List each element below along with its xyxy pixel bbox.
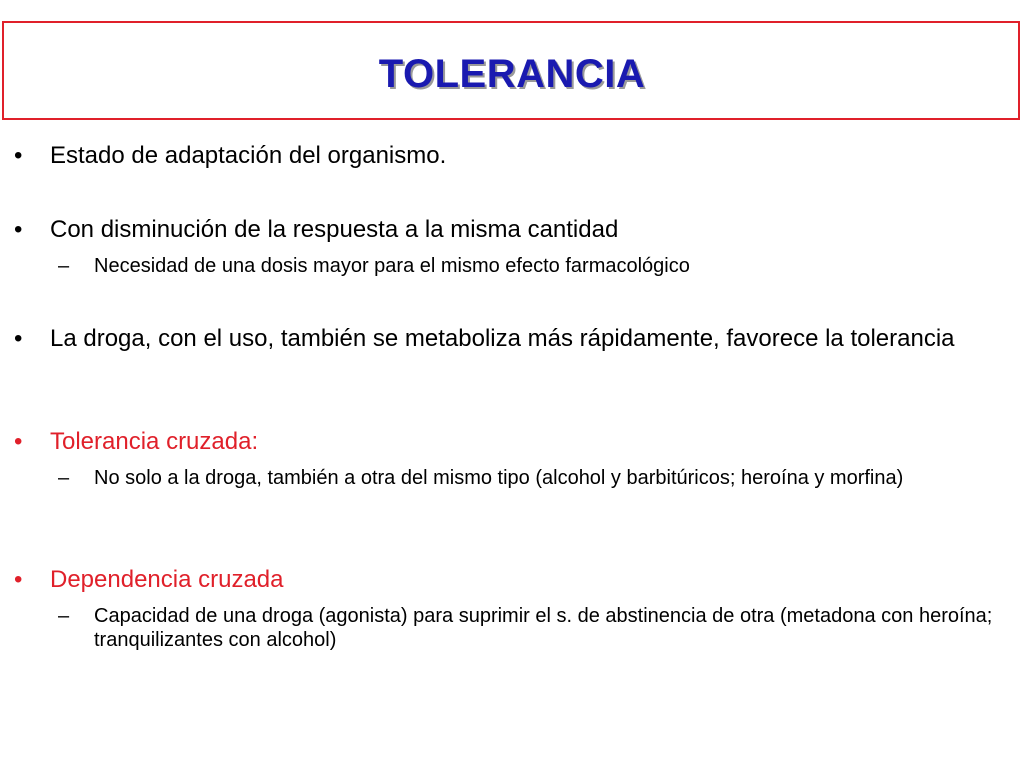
sub-bullet-text: Necesidad de una dosis mayor para el mismo efecto farmacológico — [94, 255, 690, 277]
bullet-text: Dependencia cruzada — [50, 566, 284, 593]
dash-marker: – — [58, 605, 70, 627]
bullet-text: Estado de adaptación del organismo. — [50, 142, 447, 169]
bullet-item — [14, 142, 1004, 170]
bullet-text: Con disminución de la respuesta a la misma cantidad — [50, 216, 619, 243]
bullet-text: Tolerancia cruzada: — [50, 428, 259, 455]
dash-marker: – — [58, 255, 70, 277]
sub-bullet-item — [58, 604, 1010, 652]
dash-marker: – — [58, 467, 70, 489]
bullet-item — [14, 325, 1004, 353]
bullet-marker: • — [14, 325, 23, 352]
sub-bullet-text: Capacidad de una droga (agonista) para suprimir el s. de abstinencia de otra (metadona con heroína; tranquilizantes con alcohol) — [94, 605, 993, 651]
sub-bullet-item — [58, 466, 1010, 490]
bullet-marker: • — [14, 216, 23, 243]
sub-bullet-text: No solo a la droga, también a otra del mismo tipo (alcohol y barbitúricos; heroína y morfina) — [94, 467, 904, 489]
bullet-item-highlight — [14, 428, 1004, 456]
bullet-text: La droga, con el uso, también se metaboliza más rápidamente, favorece la tolerancia — [50, 325, 955, 352]
sub-bullet-item — [58, 254, 1010, 278]
bullet-item-highlight — [14, 566, 1004, 594]
slide-title: TOLERANCIA — [378, 52, 646, 96]
bullet-marker: • — [14, 566, 23, 593]
bullet-marker: • — [14, 142, 23, 169]
bullet-item — [14, 216, 1004, 244]
bullet-marker: • — [14, 428, 23, 455]
